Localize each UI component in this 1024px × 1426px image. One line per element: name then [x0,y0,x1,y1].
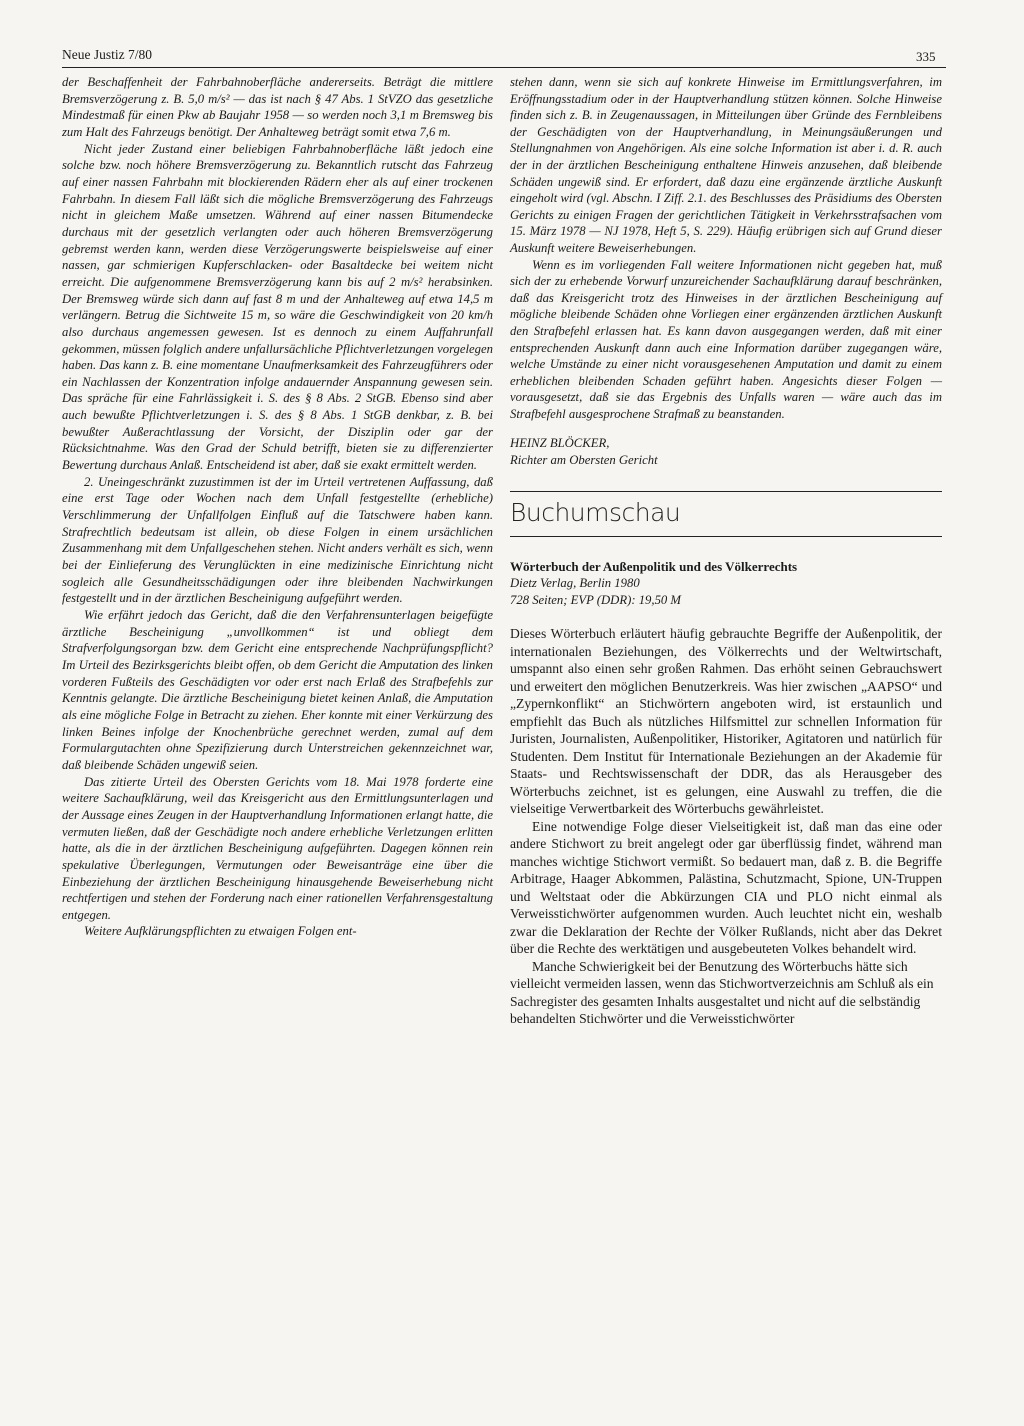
paragraph: der Beschaffenheit der Fahrbahnoberfläche andererseits. Beträgt die mittlere Bremsverzögerung z. B. 5,0 m/s² — das ist nach § 47 Abs. 1 StVZO das gesetzliche Mindestmaß für einen Pkw ab Baujahr 1958 — so werden noch 3,1 m Bremsweg bis zum Halt des Fahrzeugs benötigt. Der Anhalteweg beträgt somit etwa 7,6 m. [62,75,493,139]
author-title: Richter am Obersten Gericht [510,453,658,468]
paragraph: Manche Schwierigkeit bei der Benutzung des Wörterbuchs hätte sich vielleicht vermeiden lassen, wenn das Stichwortverzeichnis am Schluß als ein Sachregister des gesamten Inhalts ausgestaltet und nicht auf die selbständig behandelten Stichwörter und die Verweisstichwörter [510,958,934,1027]
author-signature [510,435,942,468]
paragraph: stehen dann, wenn sie sich auf konkrete Hinweise im Ermittlungsverfahren, im Eröffnungsstadium oder in der Hauptverhandlung stützen können. Solche Hinweise finden sich z. B. in Zeugenaussagen, in Mitteilungen über Gründe des Fernbleibens der Geschädigten von der Hauptverhandlung, in Meinungsäußerungen und Stellungnahmen von Angehörigen. Als eine solche Information ist aber i. d. R. auch der in der ärztlichen Bescheinigung enthaltene Hinweis anzusehen, daß bleibende Schäden ungewiß sind. Er erfordert, daß dazu eine ergänzende ärztliche Auskunft eingeholt wird (vgl. Abschn. I Ziff. 2.1. des Beschlusses des Präsidiums des Obersten Gerichts zu einigen Fragen der gerichtlichen Tätigkeit in Verkehrsstrafsachen vom 15. März 1978 — NJ 1978, Heft 5, S. 229). Häufig erübrigen sich auf Grund dieser Auskunft weitere Beweiserhebungen. [510,75,942,255]
section-rule-bottom [510,536,942,537]
paragraph: Eine notwendige Folge dieser Vielseitigkeit ist, daß man das eine oder andere Stichwort zu breit angelegt oder gar überflüssig findet, während man manches wichtige Stichwort vermißt. So bedauert man, daß z. B. die Begriffe Arbitrage, Haager Abkommen, Palästina, Schutzmacht, Spione, UN-Truppen und Weltstaat oder die Abkürzungen CIA und PLO nicht einmal als Verweisstichwörter aufgenommen wurden. Auch leuchtet nicht ein, weshalb zwar die Deklaration der Rechte der Völker Rußlands, nicht aber das Dekret über die Rechte des werktätigen und ausgebeuteten Volkes behandelt wird. [510,818,942,957]
book-details: 728 Seiten; EVP (DDR): 19,50 M [510,592,682,607]
header-rule [62,67,946,68]
paragraph: Wie erfährt jedoch das Gericht, daß die den Verfahrensunterlagen beigefügte ärztliche Bescheinigung „unvollkommen“ ist und obliegt dem Strafverfolgungsorgan bzw. dem Gericht eine entsprechende Nachprüfungspflicht? Im Urteil des Bezirksgerichts bleibt offen, ob dem Gericht die Amputation des linken vorderen Fußteils des Geschädigten vor oder erst nach Erlaß des Strafbefehls zur Kenntnis gelangte. Die ärztliche Bescheinigung bietet keinen Anlaß, die Amputation als eine mögliche Folge in Betracht zu ziehen. Eher konnte mit einer Verkürzung des linken Beines infolge der Knochenbrüche gerechnet werden, zumal auf dem Formulargutachten ohne Spezifizierung durch Unterstreichen gekennzeichnet war, daß bleibende Schäden ungewiß seien. [62,608,493,772]
paragraph: 2. Uneingeschränkt zuzustimmen ist der im Urteil vertretenen Auffassung, daß eine erst Tage oder Wochen nach dem Unfall festgestellte (erhebliche) Verschlimmerung der Unfallfolgen Einfluß auf die Tatschwere haben kann. Strafrechtlich bedeutsam ist allein, ob diese Folgen in einem ursächlichen Zusammenhang mit dem Unfallgeschehen stehen. Nicht anders verhält es sich, wenn bei der Einlieferung des Verunglückten in eine medizinische Einrichtung nicht sogleich alle Gesundheitsschädigungen oder ihre bleibenden Nachwirkungen festgestellt und in der ärztlichen Bescheinigung aufgeführt werden. [62,474,493,606]
page-number: 335 [916,49,936,64]
book-title: Wörterbuch der Außenpolitik und des Völkerrechts [510,558,798,574]
section-rule-top [510,491,942,492]
right-column [510,74,942,1028]
paragraph: Dieses Wörterbuch erläutert häufig gebrauchte Begriffe der Außenpolitik, der internationalen Beziehungen, des Völkerrechts und der Weltwirtschaft, umspannt also einen sehr großen Rahmen. Das erhöht seinen Gebrauchswert und erweitert den möglichen Benutzerkreis. Was hier zwischen „AAPSO“ und „Zypernkonflikt“ an Stichwörtern angeboten wird, ist erstaunlich und empfiehlt das Buch als nützliches Hilfsmittel zur schnellen Information für Juristen, Journalisten, Außenpolitiker, Historiker, Agitatoren und natürlich für Studenten. Dem Institut für Internationale Beziehungen an der Akademie für Staats- und Rechtswissenschaft der DDR, das als Herausgeber des Wörterbuchs zeichnet, ist es gelungen, eine Auswahl zu treffen, die die vielseitige Verwertbarkeit des Wörterbuchs gewährleistet. [510,626,942,817]
author-name: HEINZ BLÖCKER, [510,436,610,451]
article-continuation [510,74,942,422]
paragraph: Wenn es im vorliegenden Fall weitere Informationen nicht gegeben hat, muß sich der zu erhebende Vorwurf unzureichender Sachaufklärung darauf beschränken, daß das Kreisgericht trotz des Hinweises in der ärztlichen Bescheinigung auf mögliche bleibende Schäden ohne Vorliegen einer ergänzenden ärztlichen Auskunft den Strafbefehl erlassen hat. Es kann davon ausgegangen werden, daß mit einer entsprechenden Auskunft dann auch eine Information darüber zugegangen wäre, welche Umstände zu einer nicht vorausgesehenen Amputation und damit zu einem erheblichen bleibenden Schaden geführt haben. Angesichts dieser Folgen — vorausgesetzt, daß sie das Ergebnis des Unfalls waren — wäre auch das im Strafbefehl ausgesprochene Strafmaß zu beanstanden. [510,257,942,421]
paragraph: Das zitierte Urteil des Obersten Gerichts vom 18. Mai 1978 forderte eine weitere Sachaufklärung, weil das Kreisgericht aus den Ermittlungsunterlagen und der Aussage eines Zeugen in der Hauptverhandlung Informationen erlangt hatte, die vermuten ließen, daß der Geschädigte noch andere erhebliche Verletzungen erlitten hatte, als die in der ärztlichen Bescheinigung aufgeführten. Dagegen können rein spekulative Überlegungen, Vermutungen oder Beweisanträge eine über die Einbeziehung der ärztlichen Bescheinigung hinausgehende Beweiserhebung nicht rechtfertigen und stehen der Forderung nach einer rationellen Verfahrensgestaltung entgegen. [62,774,493,922]
book-publisher: Dietz Verlag, Berlin 1980 [510,576,640,591]
paragraph: Weitere Aufklärungspflichten zu etwaigen Folgen ent- [84,924,357,939]
section-title: Buchumschau [510,497,681,527]
left-column [62,74,493,940]
journal-issue: Neue Justiz 7/80 [62,47,152,62]
book-review [510,625,942,1028]
paragraph: Nicht jeder Zustand einer beliebigen Fahrbahnoberfläche läßt jedoch eine solche bzw. noch höhere Bremsverzögerung zu. Bekanntlich rutscht das Fahrzeug auf einer nassen Fahrbahn mit blockierenden Rädern eher als auf einer trockenen Fahrbahn. In diesem Fall läßt sich die mögliche Bremsverzögerung des Fahrzeugs nicht in gleichem Maße umsetzen. Während auf einer nassen Bitumendecke durchaus mit der gesetzlich verlangten oder auch höheren Bremsverzögerung gebremst werden kann, werden diese Verzögerungswerte beispielsweise auf einer nassen, gar schmierigen Kupferschlacken- oder Basaltdecke bei weitem nicht erreicht. Die aufgenommene Bremsverzögerung kann bis auf 2 m/s² herabsinken. Der Bremsweg würde sich dann auf fast 8 m und der Anhalteweg auf etwa 14,5 m verlängern. Betrug die Sichtweite 15 m, so wäre die Geschwindigkeit von 20 km/h also durchaus angemessen gewesen. Ist es dennoch zu einem Auffahrunfall gekommen, müssen folglich andere unfallursächliche Pflichtverletzungen vorgelegen haben. Das kann z. B. eine momentane Unaufmerksamkeit des Fahrzeugführers oder ein Nachlassen der Konzentration infolge andauernder Anspannung gewesen sein. Das spräche für eine Fahrlässigkeit i. S. des § 8 Abs. 2 StGB. Ebenso sind aber auch bewußte Pflichtverletzungen i. S. des § 8 Abs. 1 StGB denkbar, z. B. bei bewußter Außerachtlassung der Vorsicht, der Disziplin oder gar der Rücksichtnahme. Was den Grad der Schuld betrifft, bieten sie zu differenzierter Bewertung durchaus Anlaß. Entscheidend ist aber, daß sie exakt ermittelt werden. [62,141,493,473]
